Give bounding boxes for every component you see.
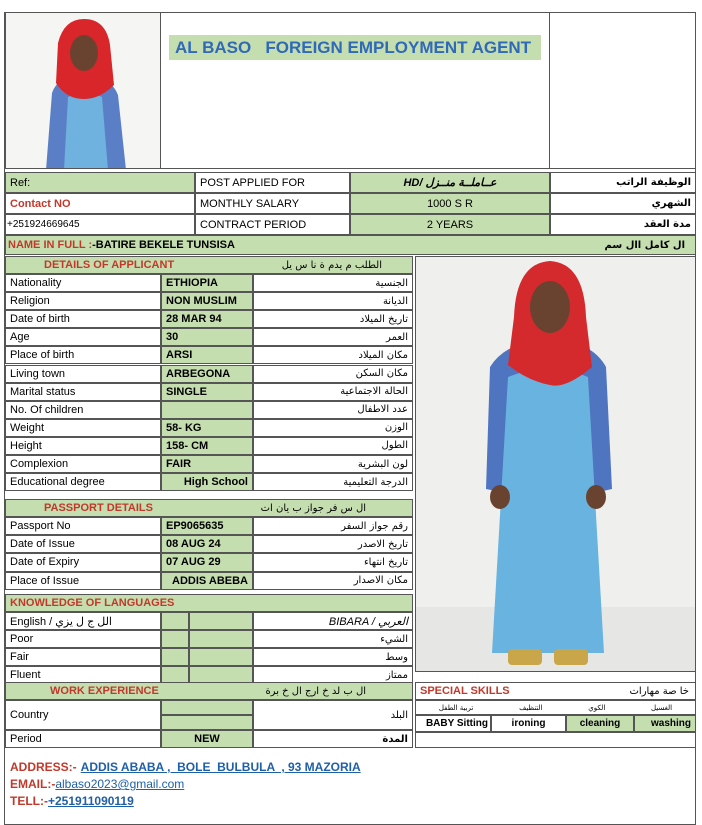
skills-header: [415, 682, 696, 700]
country-value-1: [161, 700, 253, 715]
skill-washing: [634, 715, 696, 732]
post-ar: الوظيفة الراتب: [550, 172, 696, 193]
detail-row-label: Complexion: [5, 455, 161, 473]
detail-row-value: ARSI: [161, 346, 253, 364]
skill-ar-2: التنظيف: [519, 703, 543, 712]
detail-row-value: NON MUSLIM: [161, 292, 253, 310]
lang-level-label: Fair: [5, 648, 161, 666]
passport-row-ar: تاريخ انتهاء: [253, 553, 413, 571]
languages-title: KNOWLEDGE OF LANGUAGES: [10, 597, 175, 609]
lang-level-label: Poor: [5, 630, 161, 648]
skill-ar-1: تربية الطفل: [438, 703, 474, 712]
contact-label: Contact NO: [5, 193, 195, 214]
work-title: WORK EXPERIENCE: [50, 685, 159, 697]
passport-row-ar: رقم جواز السفر: [253, 517, 413, 535]
detail-row-value: [161, 401, 253, 419]
skill-baby-sitting-label: BABY Sitting: [425, 718, 488, 729]
detail-row-label: Religion: [5, 292, 161, 310]
lang-level-ar: وسط: [253, 648, 413, 666]
tel-link[interactable]: +251911090119: [48, 794, 134, 808]
lang-level-label: Fluent: [5, 666, 161, 684]
work-title-ar: ال ب لد خ ارج ال خ برة: [265, 685, 366, 697]
name-field: [8, 239, 235, 251]
skills-ar-row: [415, 700, 696, 715]
passport-title: PASSPORT DETAILS: [44, 502, 153, 514]
detail-row-ar: الوزن: [253, 419, 413, 437]
skill-ar-3: الكوي: [588, 703, 606, 712]
detail-row-label: Marital status: [5, 383, 161, 401]
name-row: [5, 235, 696, 255]
passport-row-label: Place of Issue: [5, 572, 161, 590]
detail-row-value: SINGLE: [161, 383, 253, 401]
passport-title-ar: ال س فر جواز ب يان ات: [260, 502, 366, 514]
skill-cleaning-label: cleaning: [579, 718, 621, 729]
detail-row-ar: مكان الميلاد: [253, 346, 413, 364]
salary-value: 1000 S R: [350, 193, 550, 214]
passport-row-value: 08 AUG 24: [161, 535, 253, 553]
details-title: DETAILS OF APPLICANT: [44, 259, 175, 271]
lang-level-ar: ممتاز: [253, 666, 413, 684]
skill-ironing: [491, 715, 566, 732]
detail-row-ar: الجنسية: [253, 274, 413, 292]
applicant-photo-full: [415, 256, 696, 672]
detail-row-ar: الدرجة التعليمية: [253, 473, 413, 491]
detail-row-value: 28 MAR 94: [161, 310, 253, 328]
english-level-cell-2: [189, 612, 253, 630]
work-header: [5, 682, 413, 700]
skill-washing-label: washing: [650, 718, 691, 729]
salary-label: MONTHLY SALARY: [195, 193, 350, 214]
passport-row-ar: تاريخ الاصدر: [253, 535, 413, 553]
detail-row-ar: لون البشرية: [253, 455, 413, 473]
details-header: [5, 256, 413, 274]
period-value: NEW: [161, 730, 253, 748]
detail-row-label: Nationality: [5, 274, 161, 292]
passport-row-label: Passport No: [5, 517, 161, 535]
agency-title: AL BASO FOREIGN EMPLOYMENT AGENT: [175, 37, 532, 57]
contact-number: +251924669645: [5, 214, 195, 235]
detail-row-label: Height: [5, 437, 161, 455]
english-level-cell: [161, 612, 189, 630]
passport-row-value: EP9065635: [161, 517, 253, 535]
languages-header: [5, 594, 413, 612]
detail-row-label: Living town: [5, 365, 161, 383]
arabic-label: BIBARA / العربي: [253, 612, 413, 630]
email-line: [10, 776, 184, 792]
english-label: English / الل ج ل يزي: [5, 612, 161, 630]
skill-ar-4: الغسيل: [650, 703, 673, 712]
detail-row-value: 158- CM: [161, 437, 253, 455]
top-right-blank: [550, 12, 696, 169]
lang-level-english: [161, 648, 189, 666]
detail-row-value: ARBEGONA: [161, 365, 253, 383]
detail-row-ar: العمر: [253, 328, 413, 346]
detail-row-value: ETHIOPIA: [161, 274, 253, 292]
passport-row-value: ADDIS ABEBA: [161, 572, 253, 590]
skills-title-ar: خا صة مهارات: [629, 685, 689, 697]
lang-level-ar: الشيء: [253, 630, 413, 648]
address-label: ADDRESS:-: [10, 760, 77, 774]
detail-row-ar: الديانة: [253, 292, 413, 310]
salary-ar: الشهري: [550, 193, 696, 214]
address-line: [10, 759, 361, 775]
detail-row-label: Weight: [5, 419, 161, 437]
skill-ironing-label: ironing: [511, 718, 546, 729]
ref-label: Ref:: [5, 172, 195, 193]
passport-header: [5, 499, 413, 517]
lang-level-english: [161, 630, 189, 648]
contract-label: CONTRACT PERIOD: [195, 214, 350, 235]
detail-row-ar: تاريخ الميلاد: [253, 310, 413, 328]
detail-row-value: FAIR: [161, 455, 253, 473]
detail-row-value: 30: [161, 328, 253, 346]
agency-title-box: [169, 35, 541, 60]
skills-blank-row: [415, 732, 696, 748]
name-value: -BATIRE BEKELE TUNSISA: [92, 239, 235, 251]
email-label: EMAIL:-: [10, 777, 56, 791]
post-value: HD/ عــاملــة منــزل: [350, 172, 550, 193]
contract-value: 2 YEARS: [350, 214, 550, 235]
details-title-ar: الطلب م يدم ة نا س يل: [281, 259, 382, 271]
detail-row-ar: عدد الاطفال: [253, 401, 413, 419]
period-label: Period: [5, 730, 161, 748]
skills-title: SPECIAL SKILLS: [420, 685, 510, 697]
skill-baby-sitting: [415, 715, 491, 732]
applicant-photo-small: [5, 12, 161, 169]
lang-level-english-2: [189, 630, 253, 648]
detail-row-value: High School: [161, 473, 253, 491]
passport-row-label: Date of Issue: [5, 535, 161, 553]
detail-row-label: Place of birth: [5, 346, 161, 364]
country-ar: البلد: [253, 700, 413, 730]
passport-row-value: 07 AUG 29: [161, 553, 253, 571]
detail-row-label: No. Of children: [5, 401, 161, 419]
email-link[interactable]: albaso2023@gmail.com: [55, 777, 185, 791]
detail-row-label: Date of birth: [5, 310, 161, 328]
lang-level-english-2: [189, 648, 253, 666]
period-ar: المدة: [253, 730, 413, 748]
applicant-figure-full: [416, 257, 696, 672]
detail-row-ar: الحالة الاجتماعية: [253, 383, 413, 401]
name-label: NAME IN FULL :: [8, 239, 93, 251]
detail-row-value: 58- KG: [161, 419, 253, 437]
address-value[interactable]: ADDIS ABABA , BOLE BULBULA , 93 MAZORIA: [80, 760, 361, 774]
skill-cleaning: [566, 715, 634, 732]
detail-row-ar: مكان السكن: [253, 365, 413, 383]
country-value-2: [161, 715, 253, 730]
passport-row-label: Date of Expiry: [5, 553, 161, 571]
post-label: POST APPLIED FOR: [195, 172, 350, 193]
tel-label: TELL:-: [10, 794, 48, 808]
detail-row-label: Educational degree: [5, 473, 161, 491]
detail-row-ar: الطول: [253, 437, 413, 455]
passport-row-ar: مكان الاصدار: [253, 572, 413, 590]
contract-ar: مدة العقد: [550, 214, 696, 235]
detail-row-label: Age: [5, 328, 161, 346]
applicant-figure-small: [6, 13, 161, 169]
country-label: Country: [5, 700, 161, 730]
name-ar: ال كامل اال سم: [604, 239, 685, 251]
tel-line: [10, 793, 134, 809]
